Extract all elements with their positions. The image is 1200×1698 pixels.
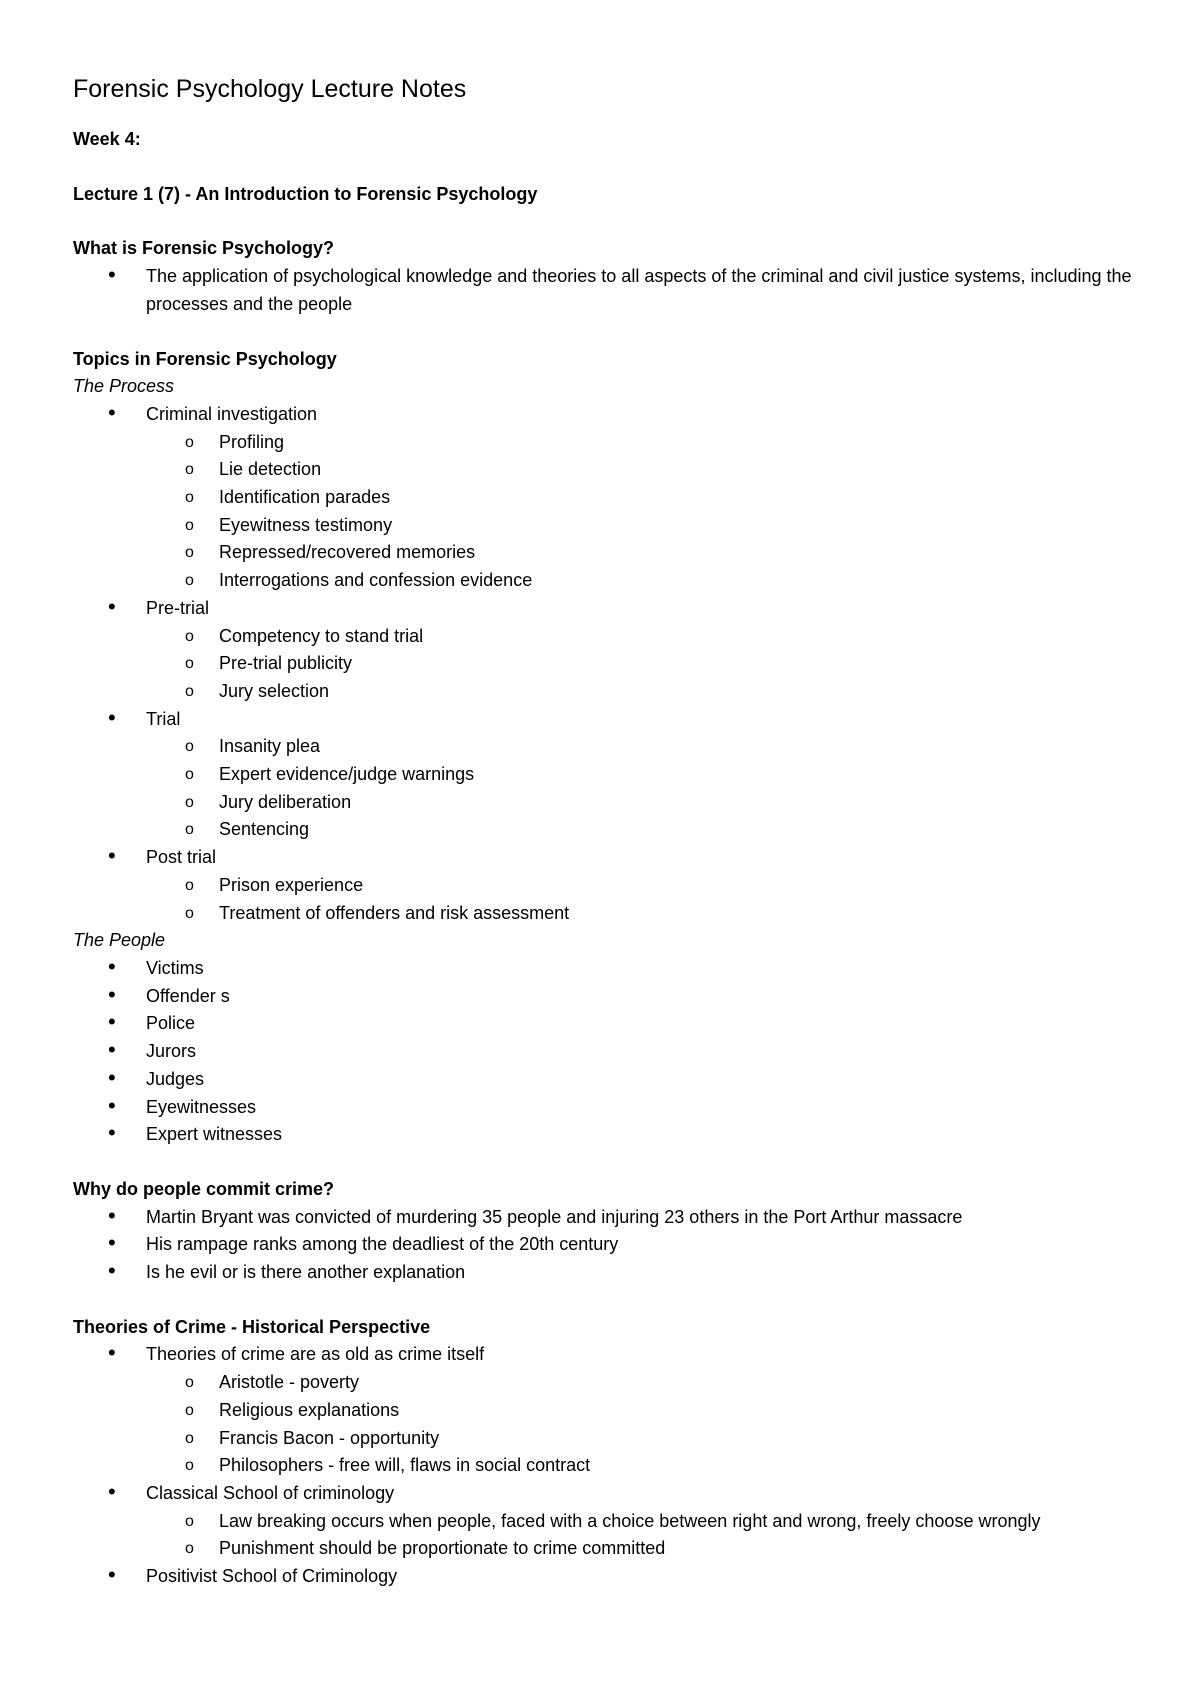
subheading-the-process: The Process <box>73 376 175 397</box>
sub-list <box>73 623 1133 706</box>
sub-list-item: o Repressed/recovered memories <box>73 539 1133 567</box>
sub-list-item: o Religious explanations <box>73 1397 1133 1425</box>
why-list <box>73 1204 1133 1287</box>
list-item: • Police <box>73 1010 1133 1038</box>
sub-list-item: o Jury selection <box>73 678 1133 706</box>
process-list <box>73 401 1133 927</box>
list-item: • Theories of crime are as old as crime itself o Aristotle - poverty o Religious explanations o Francis Bacon - opportunity o Philosophers - free will, flaws in social contract <box>73 1341 1133 1480</box>
section-heading-theories: Theories of Crime - Historical Perspective <box>73 1316 431 1337</box>
list-item: • Offender s <box>73 983 1133 1011</box>
sub-list-item: o Insanity plea <box>73 733 1133 761</box>
sub-list-item: o Prison experience <box>73 872 1133 900</box>
list-item: • Classical School of criminology o Law breaking occurs when people, faced with a choice between right and wrong, freely choose wrongly o Punishment should be proportionate to crime committed <box>73 1480 1133 1563</box>
sub-list-item: o Profiling <box>73 429 1133 457</box>
list-item: • Positivist School of Criminology <box>73 1563 1133 1591</box>
list-item: • Jurors <box>73 1038 1133 1066</box>
sub-list-item: o Pre-trial publicity <box>73 650 1133 678</box>
list-item: • Trial o Insanity plea o Expert evidence/judge warnings o Jury deliberation o Sentencing <box>73 706 1133 845</box>
sub-list <box>73 1369 1133 1480</box>
lecture-heading: Lecture 1 (7) - An Introduction to Forensic Psychology <box>73 183 538 204</box>
sub-list <box>73 872 1133 927</box>
sub-list-item: o Jury deliberation <box>73 789 1133 817</box>
list-item: • Criminal investigation o Profiling o Lie detection o Identification parades o Eyewitness testimony o Repressed/recovered memories o Interrogations and confession evidence <box>73 401 1133 595</box>
sub-list-item: o Law breaking occurs when people, faced with a choice between right and wrong, freely choose wrongly <box>73 1508 1133 1536</box>
section-heading-why: Why do people commit crime? <box>73 1178 335 1199</box>
list-item: • The application of psychological knowledge and theories to all aspects of the criminal and civil justice systems, including the processes and the people <box>73 263 1133 318</box>
sub-list <box>73 429 1133 595</box>
list-item: • Eyewitnesses <box>73 1094 1133 1122</box>
list-item: • Pre-trial o Competency to stand trial o Pre-trial publicity o Jury selection <box>73 595 1133 706</box>
list-item: • Post trial o Prison experience o Treatment of offenders and risk assessment <box>73 844 1133 927</box>
sub-list-item: o Competency to stand trial <box>73 623 1133 651</box>
document-title: Forensic Psychology Lecture Notes <box>73 75 467 103</box>
list-item: • His rampage ranks among the deadliest of the 20th century <box>73 1231 1133 1259</box>
week-heading: Week 4: <box>73 129 141 149</box>
sub-list-item: o Eyewitness testimony <box>73 512 1133 540</box>
people-list <box>73 955 1133 1149</box>
subheading-the-people: The People <box>73 930 166 951</box>
sub-list-item: o Philosophers - free will, flaws in social contract <box>73 1452 1133 1480</box>
sub-list-item: o Francis Bacon - opportunity <box>73 1425 1133 1453</box>
list-item: • Judges <box>73 1066 1133 1094</box>
sub-list-item: o Interrogations and confession evidence <box>73 567 1133 595</box>
list-item: • Is he evil or is there another explanation <box>73 1259 1133 1287</box>
list-item: • Martin Bryant was convicted of murdering 35 people and injuring 23 others in the Port Arthur massacre <box>73 1204 1133 1232</box>
list-item: • Victims <box>73 955 1133 983</box>
theories-list <box>73 1341 1133 1590</box>
sub-list <box>73 1508 1133 1563</box>
sub-list-item: o Identification parades <box>73 484 1133 512</box>
sub-list-item: o Expert evidence/judge warnings <box>73 761 1133 789</box>
section-heading-topics: Topics in Forensic Psychology <box>73 348 337 369</box>
sub-list-item: o Sentencing <box>73 816 1133 844</box>
sub-list-item: o Punishment should be proportionate to crime committed <box>73 1535 1133 1563</box>
sub-list <box>73 733 1133 844</box>
sub-list-item: o Lie detection <box>73 456 1133 484</box>
sub-list-item: o Aristotle - poverty <box>73 1369 1133 1397</box>
list-item: • Expert witnesses <box>73 1121 1133 1149</box>
section-heading-what-is: What is Forensic Psychology? <box>73 238 335 259</box>
sub-list-item: o Treatment of offenders and risk assessment <box>73 900 1133 928</box>
document-page <box>73 60 1133 1591</box>
what-is-list <box>73 263 1133 318</box>
